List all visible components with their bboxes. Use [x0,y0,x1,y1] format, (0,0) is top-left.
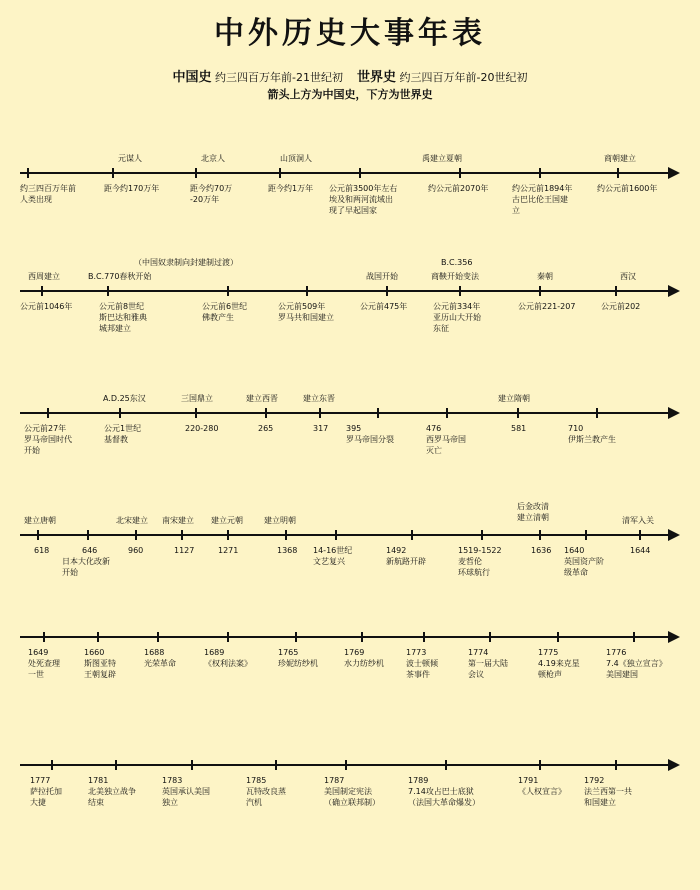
timeline-tick [446,408,448,418]
world-event: 581 [511,424,527,433]
world-event: 日本大化改新 开始 [62,557,110,577]
world-event: 公元前475年 [360,302,408,311]
world-event: 1773 波士顿倾 茶事件 [406,648,438,679]
timeline-tick [43,632,45,642]
world-event: 1769 水力纺纱机 [344,648,384,668]
china-event: 建立东晋 [303,394,335,403]
china-event: 禹建立夏朝 [422,154,462,163]
world-event: 646 [82,546,98,555]
china-event: 南宋建立 [162,516,194,525]
timeline-tick [51,760,53,770]
timeline-tick [97,632,99,642]
china-history-range: 约三四百万年前-21世纪初 [215,71,343,84]
world-event: 1689 《权利法案》 [204,648,252,668]
world-event: 1519-1522 麦哲伦 环球航行 [458,546,502,577]
timeline-tick [191,760,193,770]
timeline-tick [135,530,137,540]
china-event: 北宋建立 [116,516,148,525]
world-history-range: 约三四百万年前-20世纪初 [399,71,528,84]
timeline-tick [107,286,109,296]
world-event: 公元前221-207 [518,302,576,311]
timeline-tick [615,760,617,770]
china-event: B.C.770春秋开始 [88,272,152,281]
timeline-tick [539,168,541,178]
world-event: 1660 斯图亚特 王朝复辟 [84,648,116,679]
timeline-tick [87,530,89,540]
axis-line [20,636,670,638]
world-event: 1640 英国资产阶 级革命 [564,546,604,577]
world-event: 公元前27年 罗马帝国时代 开始 [24,424,72,455]
china-event: 后金改清 建立清朝 [517,502,549,522]
axis-line [20,534,670,536]
china-event: 西周建立 [28,272,60,281]
world-event: 317 [313,424,329,433]
world-event: 公元前334年 亚历山大开始 东征 [433,302,481,333]
timeline-tick [489,632,491,642]
axis-line [20,412,670,414]
world-event: 220-280 [185,424,219,433]
world-event: 710 伊斯兰教产生 [568,424,616,444]
world-event: 公元前202 [601,302,641,311]
world-event: 1776 7.4《独立宣言》 美国建国 [606,648,667,679]
world-event: 1785 瓦特改良蒸 汽机 [246,776,286,807]
timeline-tick [181,530,183,540]
world-event: 公元前6世纪 佛教产生 [202,302,248,322]
world-event: 1774 第一届大陆 会议 [468,648,508,679]
timeline-tick [285,530,287,540]
timeline-axis-1 [20,167,680,179]
china-event: 战国开始 [366,272,398,281]
timeline-tick [41,286,43,296]
timeline-tick [27,168,29,178]
china-event: 建立元朝 [211,516,243,525]
world-event: 公元前3500年左右 埃及和两河流域出 现了早起国家 [329,184,398,215]
world-event: 约三四百万年前 人类出现 [20,184,76,204]
timeline-tick [459,286,461,296]
timeline-tick [227,530,229,540]
world-event: 1492 新航路开辟 [386,546,426,566]
world-event: 约公元前1600年 [597,184,658,193]
china-event: A.D.25东汉 [103,394,146,403]
timeline-tick [481,530,483,540]
timeline-axis-2 [20,285,680,297]
china-event: 秦朝 [537,272,553,281]
timeline-tick [585,530,587,540]
timeline-tick [47,408,49,418]
world-event: 960 [128,546,144,555]
timeline-tick [195,408,197,418]
timeline-tick [157,632,159,642]
timeline-tick [345,760,347,770]
timeline-tick [265,408,267,418]
timeline-tick [539,530,541,540]
world-event: 1777 萨拉托加 大捷 [30,776,62,807]
world-event: 1781 北美独立战争 结束 [88,776,136,807]
timeline-tick [195,168,197,178]
world-event: 1775 4.19来克星 顿枪声 [538,648,580,679]
arrow-head-icon [668,285,680,297]
world-event: 395 罗马帝国分裂 [346,424,394,444]
timeline-tick [633,632,635,642]
timeline-tick [386,286,388,296]
timeline-tick [596,408,598,418]
world-event: 1644 [630,546,651,555]
legend-note: 箭头上方为中国史，下方为世界史 [267,88,433,101]
world-event: 14-16世纪 文艺复兴 [313,546,353,566]
world-event: 公元前509年 罗马共和国建立 [278,302,334,322]
china-event: 元谋人 [118,154,142,163]
arrow-head-icon [668,407,680,419]
arrow-head-icon [668,631,680,643]
world-event: 476 西罗马帝国 灭亡 [426,424,466,455]
timeline-tick [295,632,297,642]
world-event: 1368 [277,546,298,555]
world-event: 1688 光荣革命 [144,648,176,668]
timeline-tick [115,760,117,770]
timeline-tick [361,632,363,642]
china-event: 西汉 [620,272,636,281]
timeline-tick [615,286,617,296]
arrow-head-icon [668,167,680,179]
timeline-tick [459,168,461,178]
world-event: 距今约1万年 [268,184,314,193]
world-event: 1787 美国制定宪法 （确立联邦制） [324,776,380,807]
timeline-tick [445,760,447,770]
world-event: 1791 《人权宣言》 [518,776,566,796]
subtitle-ranges [0,66,700,85]
china-event: 建立西晋 [246,394,278,403]
world-event: 265 [258,424,274,433]
timeline-axis-4 [20,529,680,541]
world-event: 距今约70万 -20万年 [190,184,233,204]
china-history-label: 中国史 [172,70,212,85]
timeline-axis-3 [20,407,680,419]
world-event: 1127 [174,546,195,555]
timeline-tick [359,168,361,178]
timeline-tick [119,408,121,418]
world-event: 约公元前2070年 [428,184,489,193]
world-event: 公元前8世纪 斯巴达和雅典 城邦建立 [99,302,147,333]
world-event: 距今约170万年 [104,184,160,193]
timeline-tick [423,632,425,642]
arrow-head-icon [668,529,680,541]
china-event: B.C.356 [441,258,473,267]
world-event: 1271 [218,546,239,555]
timeline-tick [275,760,277,770]
world-event: 1789 7.14攻占巴士底狱 （法国大革命爆发） [408,776,480,807]
world-event: 1792 法兰西第一共 和国建立 [584,776,632,807]
timeline-tick [639,530,641,540]
world-event: 1636 [531,546,552,555]
world-event: 公元前1046年 [20,302,73,311]
timeline-tick [539,286,541,296]
timeline-tick [411,530,413,540]
page-title: 中外历史大事年表 [214,16,486,51]
timeline-tick [377,408,379,418]
timeline-tick [617,168,619,178]
world-event: 1783 英国承认美国 独立 [162,776,210,807]
china-event: 商朝建立 [604,154,636,163]
world-event: 公元1世纪 基督教 [104,424,142,444]
timeline-axis-5 [20,631,680,643]
world-event: 1649 处死查理 一世 [28,648,60,679]
world-event: 618 [34,546,50,555]
china-event: （中国奴隶制向封建制过渡） [134,258,238,267]
timeline-tick [227,632,229,642]
timeline-tick [517,408,519,418]
china-event: 山顶洞人 [280,154,312,163]
china-event: 清军入关 [622,516,654,525]
timeline-tick [306,286,308,296]
axis-line [20,290,670,292]
china-event: 北京人 [201,154,225,163]
timeline-tick [335,530,337,540]
world-history-label: 世界史 [357,70,397,85]
axis-line [20,172,670,174]
arrow-head-icon [668,759,680,771]
timeline-tick [279,168,281,178]
timeline-tick [319,408,321,418]
china-event: 商鞅开始变法 [431,272,479,281]
timeline-tick [37,530,39,540]
timeline-tick [539,760,541,770]
china-event: 建立隋朝 [498,394,530,403]
timeline-tick [557,632,559,642]
china-event: 三国鼎立 [181,394,213,403]
timeline-axis-6 [20,759,680,771]
china-event: 建立明朝 [264,516,296,525]
china-event: 建立唐朝 [24,516,56,525]
timeline-tick [227,286,229,296]
world-event: 1765 珍妮纺纱机 [278,648,318,668]
timeline-tick [112,168,114,178]
world-event: 约公元前1894年 古巴比伦王国建 立 [512,184,573,215]
